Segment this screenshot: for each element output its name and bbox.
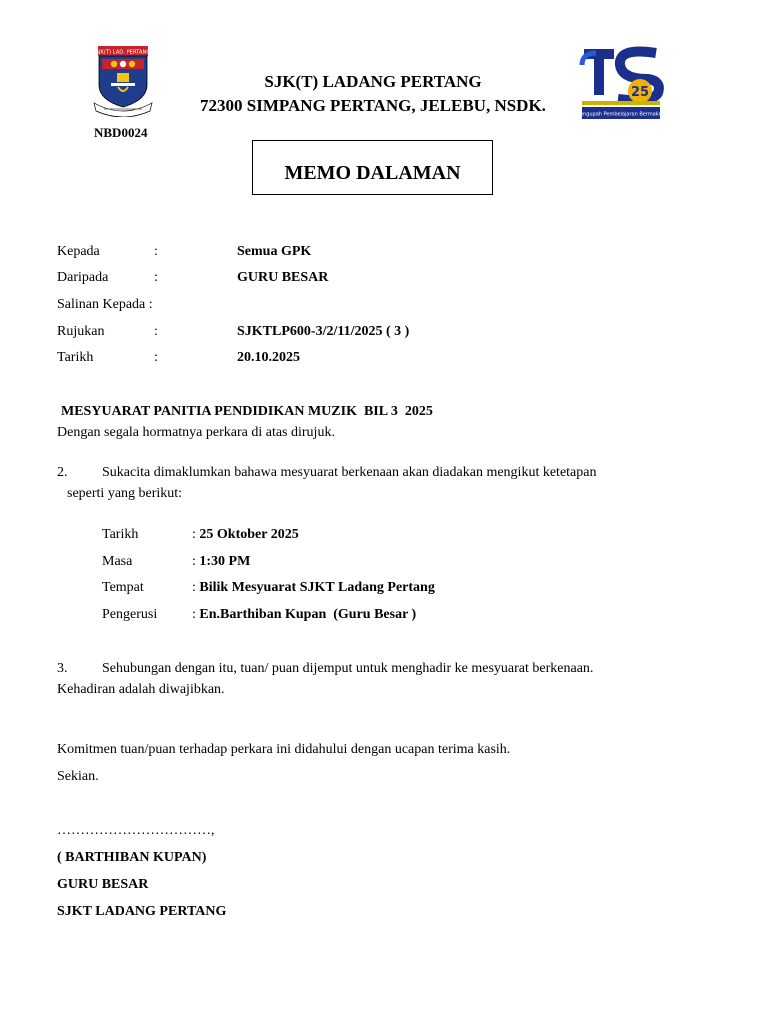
field-label-tarikh: Tarikh <box>57 350 94 365</box>
para-2-line-2: seperti yang berikut: <box>67 486 183 501</box>
detail-value-masa: : 1:30 PM <box>192 554 251 569</box>
field-colon: : <box>154 324 158 339</box>
field-label-daripada: Daripada <box>57 270 109 285</box>
detail-label-pengerusi: Pengerusi <box>102 607 158 622</box>
detail-label-masa: Masa <box>102 554 133 569</box>
school-name: SJK(T) LADANG PERTANG <box>264 72 482 91</box>
intro-paragraph: Dengan segala hormatnya perkara di atas dirujuk. <box>57 425 335 440</box>
para-3-number: 3. <box>57 661 68 676</box>
field-label-rujukan: Rujukan <box>57 324 105 339</box>
field-value-tarikh: 20.10.2025 <box>237 350 300 365</box>
school-address: 72300 SIMPANG PERTANG, JELEBU, NSDK. <box>200 96 546 115</box>
field-label-kepada: Kepada <box>57 244 100 259</box>
field-value-kepada: Semua GPK <box>237 244 312 259</box>
sekian-text: Sekian. <box>57 769 99 784</box>
para-3-line-2: Kehadiran adalah diwajibkan. <box>57 682 225 697</box>
field-value-daripada: GURU BESAR <box>237 270 329 285</box>
detail-label-tempat: Tempat <box>102 580 144 595</box>
signatory-title: GURU BESAR <box>57 877 149 892</box>
field-value-rujukan: SJKTLP600-3/2/11/2025 ( 3 ) <box>237 324 410 339</box>
detail-value-tempat: : Bilik Mesyuarat SJKT Ladang Pertang <box>192 580 435 595</box>
field-colon: : <box>154 244 158 259</box>
signatory-school: SJKT LADANG PERTANG <box>57 904 227 919</box>
field-colon: : <box>154 350 158 365</box>
signatory-name: ( BARTHIBAN KUPAN) <box>57 850 207 865</box>
detail-label-tarikh: Tarikh <box>102 527 139 542</box>
para-3-line-1: Sehubungan dengan itu, tuan/ puan dijemput untuk menghadir ke mesyuarat berkenaan. <box>102 661 594 676</box>
para-2-number: 2. <box>57 465 68 480</box>
ts25-logo <box>578 45 664 121</box>
logo-caption: Pengupah Pembelajaran Bermakna <box>578 111 664 118</box>
field-colon: : <box>154 270 158 285</box>
memo-subject: MESYUARAT PANITIA PENDIDIKAN MUZIK BIL 3 2025 <box>61 404 433 419</box>
logo-badge-text: 25 <box>630 85 650 100</box>
para-2-line-1: Sukacita dimaklumkan bahawa mesyuarat berkenaan akan diadakan mengikut ketetapan <box>102 465 597 480</box>
field-label-salinan: Salinan Kepada : <box>57 297 153 312</box>
crest-ribbon-text: SJK(T) LAD. PERTANG <box>95 49 151 56</box>
school-code: NBD0024 <box>94 125 148 140</box>
memo-title: MEMO DALAMAN <box>284 162 461 184</box>
signature-line: ……………………………, <box>57 823 215 838</box>
detail-value-tarikh: : 25 Oktober 2025 <box>192 527 299 542</box>
closing-paragraph: Komitmen tuan/puan terhadap perkara ini didahului dengan ucapan terima kasih. <box>57 742 511 757</box>
detail-value-pengerusi: : En.Barthiban Kupan (Guru Besar ) <box>192 607 417 622</box>
